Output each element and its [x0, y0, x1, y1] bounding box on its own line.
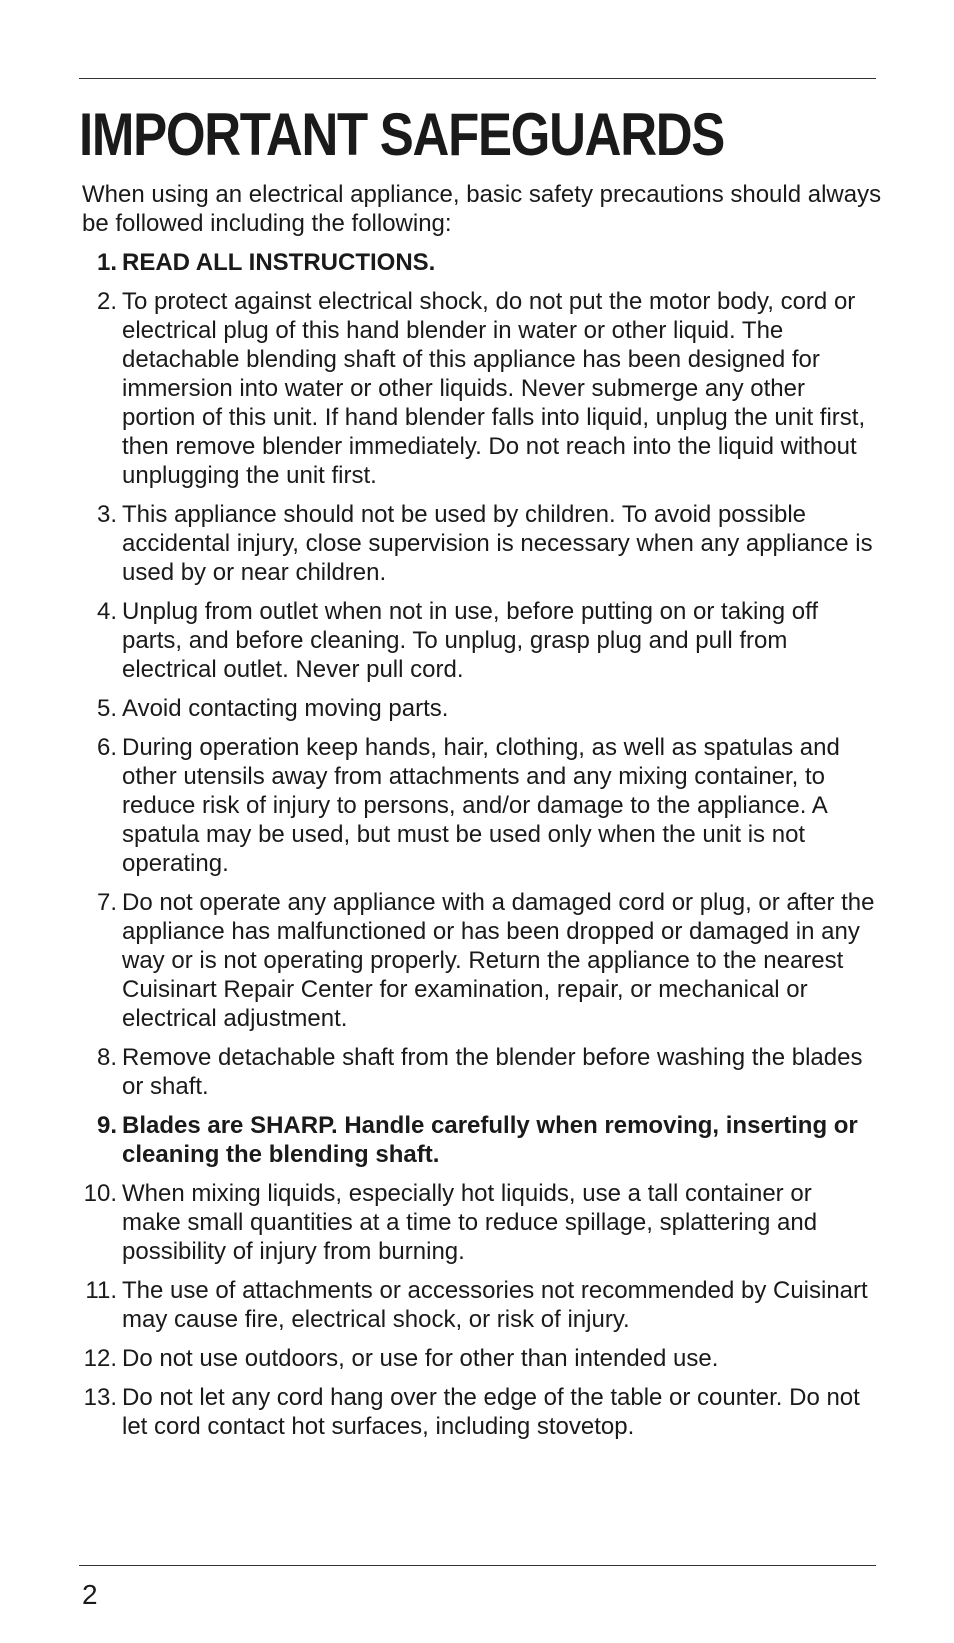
safeguard-item	[0, 733, 954, 878]
item-text: This appliance should not be used by children. To avoid possible accidental injury, close supervision is necessary when any appliance is used by or near children.	[122, 501, 873, 586]
item-text: Remove detachable shaft from the blender before washing the blades or shaft.	[122, 1044, 863, 1100]
safeguard-item	[0, 1276, 954, 1334]
safeguard-item	[0, 597, 954, 684]
item-text: Avoid contacting moving parts.	[122, 695, 449, 722]
safeguard-item	[0, 1179, 954, 1266]
page-title: IMPORTANT SAFEGUARDS	[79, 101, 725, 168]
item-number: 4.	[96, 598, 117, 625]
page-number: 2	[82, 1579, 98, 1610]
safeguard-item	[0, 888, 954, 1033]
item-text: Do not operate any appliance with a damaged cord or plug, or after the appliance has malfunctioned or has been dropped or damaged in any way or is not operating properly. Return the appliance to the nearest Cuisinart Repair Center for examination, repair, or mechanical or electrical adjustment.	[122, 889, 875, 1032]
safeguard-item	[0, 500, 954, 587]
item-number: 5.	[96, 695, 117, 722]
item-number: 1.	[96, 249, 117, 276]
item-text: To protect against electrical shock, do not put the motor body, cord or electrical plug of this hand blender in water or other liquid. The detachable blending shaft of this appliance has been designed for immersion into water or other liquids. Never submerge any other portion of this unit. If hand blender falls into liquid, unplug the unit first, then remove blender immediately. Do not reach into the liquid without unplugging the unit first.	[122, 288, 866, 489]
item-number: 8.	[96, 1044, 117, 1071]
bottom-rule	[79, 1565, 876, 1566]
safeguard-item	[0, 694, 954, 723]
item-number: 10.	[83, 1180, 117, 1207]
item-text: READ ALL INSTRUCTIONS.	[122, 249, 436, 276]
safeguard-item	[0, 1043, 954, 1101]
intro-paragraph: When using an electrical appliance, basic safety precautions should always be followed including the following:	[82, 181, 882, 237]
item-text: During operation keep hands, hair, clothing, as well as spatulas and other utensils away from attachments and any mixing container, to reduce risk of injury to persons, and/or damage to the appliance. A spatula may be used, but must be used only when the unit is not operating.	[122, 734, 840, 877]
item-number: 13.	[83, 1384, 117, 1411]
item-number: 6.	[96, 734, 117, 761]
safeguard-item	[0, 287, 954, 490]
item-number: 12.	[83, 1345, 117, 1372]
safeguard-item	[0, 1344, 954, 1373]
safeguard-item	[0, 248, 954, 277]
safeguards-list	[0, 248, 954, 1451]
item-number: 7.	[96, 889, 117, 916]
item-text: When mixing liquids, especially hot liquids, use a tall container or make small quantities at a time to reduce spillage, splattering and possibility of injury from burning.	[122, 1180, 818, 1265]
safeguard-item	[0, 1383, 954, 1441]
item-number: 3.	[96, 501, 117, 528]
item-text: Blades are SHARP. Handle carefully when removing, inserting or cleaning the blending shaft.	[122, 1112, 858, 1168]
item-text: The use of attachments or accessories not recommended by Cuisinart may cause fire, electrical shock, or risk of injury.	[122, 1277, 868, 1333]
item-number: 9.	[96, 1112, 117, 1139]
item-text: Do not use outdoors, or use for other than intended use.	[122, 1345, 719, 1372]
item-text: Do not let any cord hang over the edge of the table or counter. Do not let cord contact hot surfaces, including stovetop.	[122, 1384, 860, 1440]
item-number: 2.	[96, 288, 117, 315]
item-text: Unplug from outlet when not in use, before putting on or taking off parts, and before cleaning. To unplug, grasp plug and pull from electrical outlet. Never pull cord.	[122, 598, 818, 683]
top-rule	[79, 78, 876, 79]
safeguard-item	[0, 1111, 954, 1169]
item-number: 11.	[85, 1277, 117, 1304]
